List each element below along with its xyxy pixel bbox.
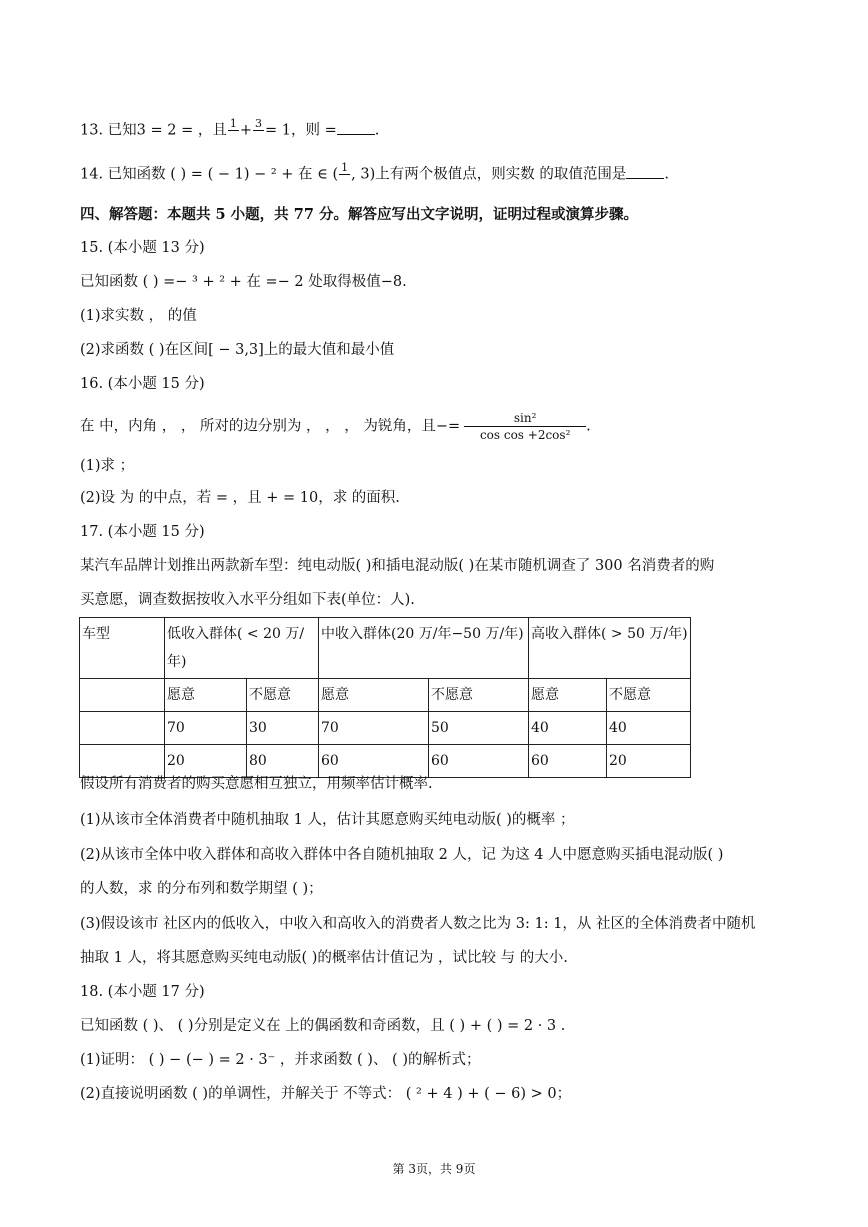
survey-table [79,617,691,778]
q15-stem: 已知函数 ( ) =− ³ + ² + 在 =− 2 处取得极值−8. [80,274,407,290]
table-row: 70 30 70 50 40 40 [80,712,691,745]
answer-blank [626,164,664,179]
q18-stem: 已知函数 ( )、 ( )分别是定义在 上的偶函数和奇函数，且 ( ) + ( ) = 2 · 3 . [80,1018,566,1034]
q18-title: 18. (本小题 17 分) [80,984,205,1000]
section-heading: 四、解答题：本题共 5 小题，共 77 分。解答应写出文字说明，证明过程或演算步骤。 [80,206,638,223]
table-header-row [80,618,691,679]
q16-part2: (2)设 为 的中点，若 = ，且 + = 10，求 的面积. [80,490,400,506]
subheader-cell: 不愿意 [429,679,529,712]
header-cell-high: 高收入群体( > 50 万/年) [529,618,691,679]
subheader-cell: 愿意 [165,679,247,712]
header-cell-mid: 中收入群体(20 万/年−50 万/年) [319,618,529,679]
q18-part2: (2)直接说明函数 ( )的单调性，并解关于 不等式： ( ² + 4 ) + ( − 6) > 0； [80,1086,572,1102]
q18-part1: (1)证明： ( ) − (− ) = 2 · 3⁻ ，并求函数 ( )、 ( )的解析式； [80,1052,481,1068]
answer-blank [337,120,375,135]
table-row: 20 80 60 60 60 20 [80,745,691,778]
subheader-cell: 愿意 [529,679,607,712]
subheader-cell: 愿意 [319,679,429,712]
q14-tail: , 3)上有两个极值点，则实数 的取值范围是 [351,166,627,183]
q17-stem-1: 某汽车品牌计划推出两款新车型：纯电动版( )和插电混动版( )在某市随机调查了 300 名消费者的购 [80,558,715,574]
q16-part1: (1)求 ； [80,458,135,474]
table-subheader-row [80,679,691,712]
q16-fraction: $\frac{\text{sin²}}{\text{cos cos +2cos²}}$ [464,410,586,443]
question-13: 13. 已知3 = 2 = ，且 1 + 3 = 1，则 = . [80,118,379,143]
q17-title: 17. (本小题 15 分) [80,524,205,540]
subheader-cell: 不愿意 [607,679,691,712]
subheader-cell: 不愿意 [247,679,319,712]
q13-fraction-1: 1 [229,117,237,130]
q13-text: 13. 已知3 = 2 = ，且 [80,122,227,139]
q17-part2-a: (2)从该市全体中收入群体和高收入群体中各自随机抽取 2 人，记 为这 4 人中愿意购买插电混动版( ) [80,847,724,863]
q17-part3-a: (3)假设该市 社区内的低收入，中收入和高收入的消费者人数之比为 3: 1: 1，从 社区的全体消费者中随机 [80,916,756,932]
q17-part2-b: 的人数，求 的分布列和数学期望 ( )； [80,881,323,897]
q15-part2: (2)求函数 ( )在区间[ − 3,3]上的最大值和最小值 [80,342,395,358]
q17-stem-2: 买意愿，调查数据按收入水平分组如下表(单位：人). [80,592,415,608]
q15-part1: (1)求实数 ， 的值 [80,308,197,324]
q17-part3-b: 抽取 1 人，将其愿意购买纯电动版( )的概率估计值记为 ，试比较 与 的大小. [80,950,568,966]
header-cell-model: 车型 [80,618,165,679]
q16-stem: 在 中，内角 ， ， 所对的边分别为 ， ， ， 为锐角，且−= $\frac{\text{sin²}}{\text{cos cos +2cos²}}$ . [80,411,591,442]
q14-head: 14. 已知函数 ( ) = ( − 1) − ² + 在 ∈ ( [80,166,339,183]
page-footer: 第 3页，共 9页 [392,1162,476,1176]
header-cell-low: 低收入群体( < 20 万/年) [165,618,319,679]
q15-title: 15. (本小题 13 分) [80,240,205,256]
q16-title: 16. (本小题 15 分) [80,376,205,392]
q17-part1: (1)从该市全体消费者中随机抽取 1 人，估计其愿意购买纯电动版( )的概率 ； [80,812,575,828]
q13-fraction-2: 3 [255,117,263,130]
q14-fraction: 1 [341,161,349,174]
q17-assumption: 假设所有消费者的购买意愿相互独立，用频率估计概率. [80,776,433,792]
question-14: 14. 已知函数 ( ) = ( − 1) − ² + 在 ∈ ( 1 , 3)上有两个极值点，则实数 的取值范围是 . [80,162,669,187]
q13-tail: = 1，则 = [265,122,337,139]
